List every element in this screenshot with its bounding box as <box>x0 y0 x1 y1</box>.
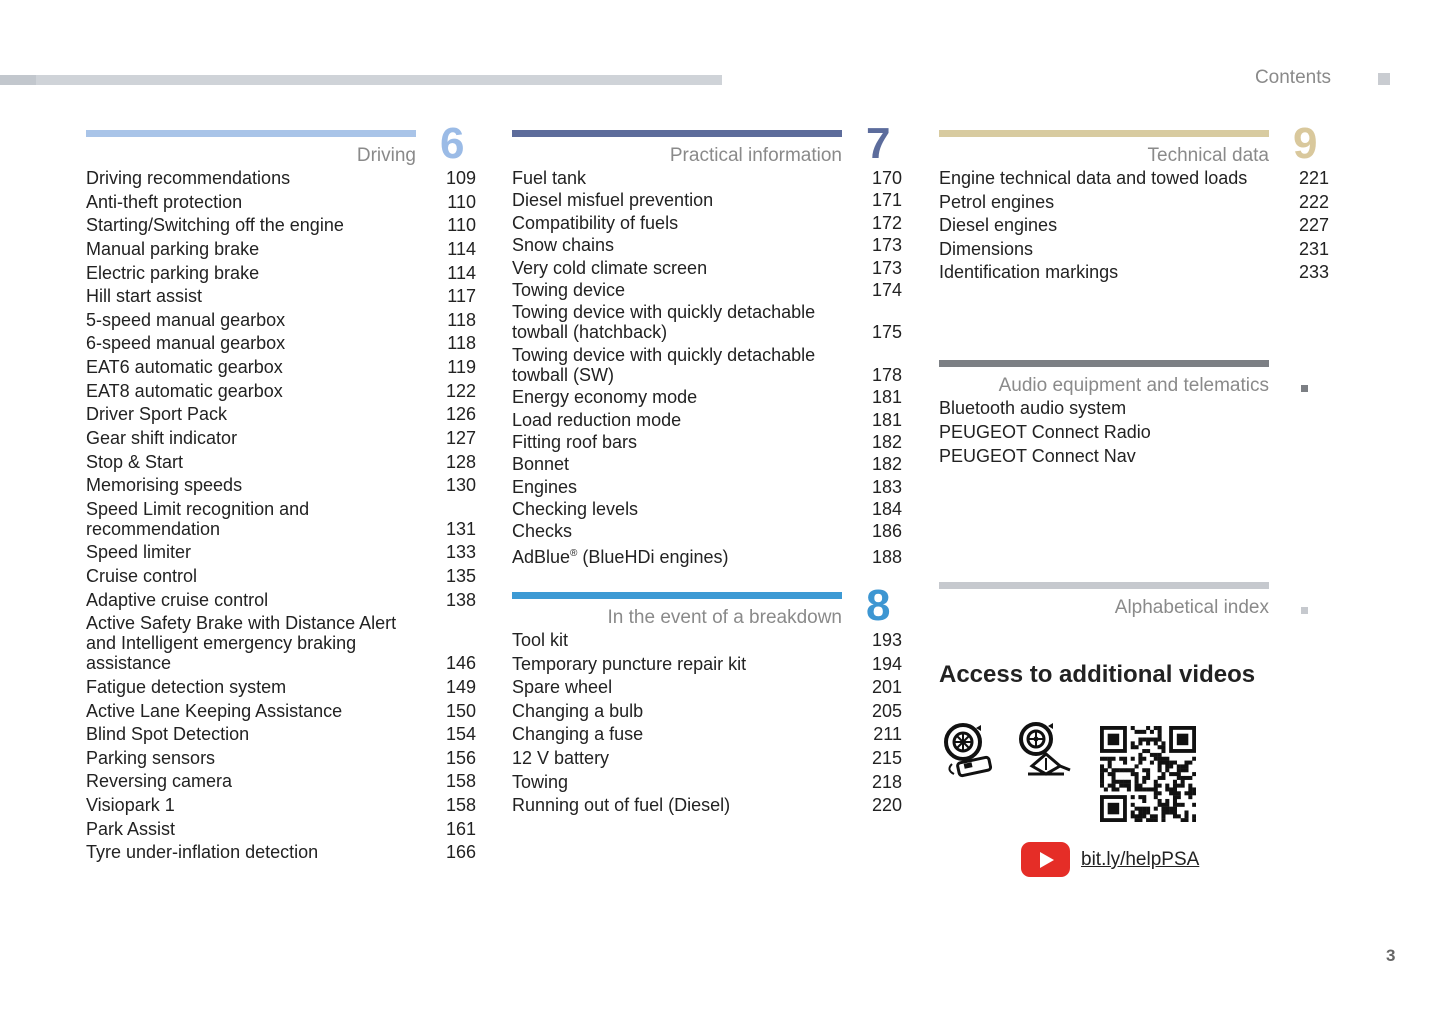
toc-entry[interactable] <box>86 499 476 539</box>
toc-entry-label: Gear shift indicator <box>86 427 238 448</box>
toc-entry-label: Starting/Switching off the engine <box>86 215 344 236</box>
toc-entry-label: Engines <box>512 476 578 497</box>
toc-entry[interactable] <box>86 381 476 401</box>
toc-entry-label: Tool kit <box>512 630 569 650</box>
toc-entry[interactable] <box>512 544 902 567</box>
toc-entry-label: Running out of fuel (Diesel) <box>512 795 731 816</box>
toc-entry-label: 6-speed manual gearbox <box>86 333 286 354</box>
toc-entry-label: Checks <box>512 521 573 542</box>
toc-entry-page: 181 <box>871 409 902 430</box>
toc-entry[interactable] <box>512 410 902 430</box>
toc-entry-label: Active Safety Brake with Distance Alert and Intelligent emergency braking assistance <box>86 613 397 674</box>
toc-entry[interactable] <box>939 168 1329 188</box>
toc-entry[interactable] <box>86 842 476 862</box>
toc-entry[interactable] <box>86 215 476 235</box>
toc-entry-page: 218 <box>871 771 902 792</box>
section-breakdown-bar <box>512 592 842 599</box>
toc-entry-label: Towing <box>512 771 569 792</box>
toc-entry[interactable] <box>512 477 902 497</box>
toc-entry[interactable] <box>86 428 476 448</box>
toc-entry[interactable] <box>512 387 902 407</box>
toc-entry-label: Blind Spot Detection <box>86 724 250 745</box>
toc-entry-page: 227 <box>1298 215 1329 235</box>
toc-entry-page: 131 <box>445 518 476 539</box>
section-technical-number: 9 <box>1293 119 1318 168</box>
toc-entry-label: PEUGEOT Connect Radio <box>939 422 1151 442</box>
toc-entry-page: 188 <box>871 546 902 567</box>
toc-entry-label: Towing device with quickly detachable towball (SW) <box>512 344 816 385</box>
toc-entry-page: 186 <box>871 521 902 542</box>
toc-entry-label: Compatibility of fuels <box>512 212 679 233</box>
toc-entry-label: Spare wheel <box>512 677 613 698</box>
toc-entry-label: Adaptive cruise control <box>86 589 269 610</box>
toc-entry-page: 215 <box>871 747 902 768</box>
toc-entry[interactable] <box>86 748 476 768</box>
header-title: Contents <box>1254 67 1331 88</box>
toc-entry[interactable] <box>512 432 902 452</box>
toc-entry[interactable] <box>86 192 476 212</box>
toc-entry[interactable] <box>512 772 902 792</box>
toc-entry[interactable] <box>512 168 902 188</box>
toc-entry-page: 146 <box>445 653 476 674</box>
toc-entry-page: 233 <box>1298 262 1329 282</box>
toc-entry-label: Changing a fuse <box>512 724 644 745</box>
toc-entry-page: 184 <box>871 499 902 520</box>
section-audio-marker <box>1301 385 1308 392</box>
toc-entry-label: Park Assist <box>86 818 176 839</box>
page-number: 3 <box>1386 946 1396 965</box>
toc-entry-page: 135 <box>445 566 476 586</box>
toc-entry-page: 126 <box>445 404 476 425</box>
section-driving-title: Driving <box>356 145 416 166</box>
header-marker <box>1378 73 1390 85</box>
toc-entry-label: Bluetooth audio system <box>939 398 1127 418</box>
toc-entry[interactable] <box>939 192 1329 212</box>
toc-entry-label: Diesel misfuel prevention <box>512 190 714 211</box>
section-index-marker <box>1301 607 1308 614</box>
toc-entry[interactable] <box>512 213 902 233</box>
toc-entry[interactable] <box>86 404 476 424</box>
toc-entry[interactable] <box>86 566 476 586</box>
toc-entry[interactable] <box>86 590 476 610</box>
toc-entry[interactable] <box>512 748 902 768</box>
toc-entry-label: Stop & Start <box>86 451 184 472</box>
toc-entry-page: 133 <box>445 542 476 563</box>
youtube-play-icon <box>1040 852 1054 868</box>
section-practical-bar <box>512 130 842 137</box>
toc-entry-page: 110 <box>447 191 476 212</box>
toc-entry[interactable] <box>939 262 1329 282</box>
toc-entry-label: Load reduction mode <box>512 409 682 430</box>
toc-entry[interactable] <box>512 724 902 744</box>
section-practical-number: 7 <box>866 119 891 168</box>
section-practical-entries <box>512 168 902 569</box>
toc-entry-page: 170 <box>871 168 902 188</box>
toc-entry-label: AdBlue® (BlueHDi engines) <box>512 546 729 567</box>
toc-entry-page: 173 <box>871 235 902 256</box>
toc-entry-label: Changing a bulb <box>512 700 644 721</box>
toc-entry-page: 119 <box>447 357 476 377</box>
section-breakdown-number: 8 <box>866 581 891 630</box>
toc-entry-page: 166 <box>445 842 476 863</box>
youtube-icon[interactable] <box>1021 842 1070 877</box>
toc-entry-page: 221 <box>1298 168 1329 188</box>
toc-entry-page: 150 <box>445 700 476 721</box>
toc-entry-page: 114 <box>447 238 476 259</box>
toc-entry-label: Memorising speeds <box>86 475 243 496</box>
toc-entry[interactable] <box>939 422 1329 442</box>
toc-entry-label: Towing device <box>512 279 626 300</box>
toc-entry[interactable] <box>512 258 902 278</box>
header-bar-stub <box>0 75 36 85</box>
toc-entry-label: Cruise control <box>86 566 198 586</box>
section-driving-bar <box>86 130 416 137</box>
toc-entry-page: 222 <box>1298 191 1329 212</box>
toc-entry[interactable] <box>86 771 476 791</box>
toc-entry-page: 172 <box>871 212 902 233</box>
section-technical-title: Technical data <box>1147 145 1269 166</box>
toc-entry-page: 201 <box>871 677 902 698</box>
toc-entry-page: 127 <box>445 427 476 448</box>
section-technical-entries <box>939 168 1329 286</box>
toc-entry-label: Very cold climate screen <box>512 257 708 278</box>
toc-entry[interactable] <box>86 286 476 306</box>
toc-entry-page: 183 <box>871 476 902 497</box>
toc-entry-page: 211 <box>873 724 902 745</box>
toc-entry-page: 118 <box>447 309 476 330</box>
toc-entry[interactable] <box>512 654 902 674</box>
toc-entry-page: 118 <box>447 333 476 354</box>
toc-entry-page: 138 <box>445 589 476 610</box>
toc-entry-page: 193 <box>871 630 902 650</box>
section-audio-bar <box>939 360 1269 367</box>
toc-entry[interactable] <box>86 239 476 259</box>
toc-entry-page: 149 <box>445 676 476 697</box>
section-breakdown-title: In the event of a breakdown <box>607 607 842 628</box>
toc-entry-label: Snow chains <box>512 235 615 256</box>
toc-entry-label: Diesel engines <box>939 215 1058 235</box>
toc-entry-label: Dimensions <box>939 238 1034 259</box>
toc-entry-label: Fitting roof bars <box>512 431 638 452</box>
toc-entry[interactable] <box>512 795 902 815</box>
toc-entry[interactable] <box>512 677 902 697</box>
toc-entry-label: Petrol engines <box>939 191 1055 212</box>
toc-entry-label: Active Lane Keeping Assistance <box>86 700 343 721</box>
toc-entry[interactable] <box>86 613 476 673</box>
toc-entry-page: 182 <box>871 431 902 452</box>
toc-entry[interactable] <box>939 215 1329 235</box>
toc-entry[interactable] <box>86 701 476 721</box>
toc-entry-label: Bonnet <box>512 454 570 475</box>
toc-entry[interactable] <box>86 452 476 472</box>
toc-entry[interactable] <box>512 190 902 210</box>
toc-entry-label: Manual parking brake <box>86 238 260 259</box>
toc-entry[interactable] <box>512 280 902 300</box>
toc-entry[interactable] <box>939 239 1329 259</box>
toc-entry[interactable] <box>86 724 476 744</box>
toc-entry-page: 158 <box>445 795 476 815</box>
toc-entry-label: PEUGEOT Connect Nav <box>939 446 1136 466</box>
toc-entry[interactable] <box>512 454 902 474</box>
section-technical-bar <box>939 130 1269 137</box>
toc-entry[interactable] <box>86 542 476 562</box>
toc-entry-page: 181 <box>871 387 902 408</box>
toc-entry-page: 231 <box>1298 238 1329 259</box>
toc-entry-page: 109 <box>445 168 476 188</box>
toc-entry-page: 130 <box>445 475 476 496</box>
wheel-jack-icon[interactable] <box>1016 722 1074 785</box>
toc-entry-label: Speed limiter <box>86 542 192 563</box>
section-practical-title: Practical information <box>669 145 842 166</box>
section-index-bar <box>939 582 1269 589</box>
toc-entry-label: Driving recommendations <box>86 168 291 188</box>
toc-entry-label: Temporary puncture repair kit <box>512 653 747 674</box>
toc-entry[interactable] <box>512 630 902 650</box>
toc-entry-label: Parking sensors <box>86 747 216 768</box>
toc-entry[interactable] <box>512 701 902 721</box>
toc-entry-label: Driver Sport Pack <box>86 404 228 425</box>
toc-entry-label: Speed Limit recognition and recommendation <box>86 498 310 539</box>
toc-entry-page: 173 <box>871 257 902 278</box>
toc-entry-label: Fuel tank <box>512 168 587 188</box>
toc-entry[interactable] <box>939 398 1329 418</box>
toc-entry-page: 114 <box>447 262 476 283</box>
help-videos-link[interactable]: bit.ly/helpPSA <box>1081 849 1200 870</box>
toc-entry-page: 128 <box>445 451 476 472</box>
qr-code-icon[interactable] <box>1100 726 1196 822</box>
toc-entry[interactable] <box>86 819 476 839</box>
tyre-repair-kit-icon[interactable] <box>942 722 994 785</box>
section-index-title: Alphabetical index <box>1114 597 1269 618</box>
toc-entry[interactable] <box>86 475 476 495</box>
toc-entry[interactable] <box>86 677 476 697</box>
toc-entry[interactable] <box>512 345 902 385</box>
toc-entry-label: EAT6 automatic gearbox <box>86 357 283 377</box>
toc-entry-label: Fatigue detection system <box>86 676 287 697</box>
toc-entry[interactable] <box>86 795 476 815</box>
section-driving-number: 6 <box>440 119 465 168</box>
toc-entry-page: 117 <box>447 286 476 307</box>
header-bar <box>0 75 722 85</box>
toc-entry-label: Towing device with quickly detachable towball (hatchback) <box>512 302 816 343</box>
toc-entry[interactable] <box>512 235 902 255</box>
section-audio-title: Audio equipment and telematics <box>998 375 1269 396</box>
toc-entry-label: Tyre under-inflation detection <box>86 842 319 863</box>
toc-entry-page: 158 <box>445 771 476 792</box>
toc-entry-label: 5-speed manual gearbox <box>86 309 286 330</box>
toc-entry-label: Electric parking brake <box>86 262 260 283</box>
toc-entry-label: Hill start assist <box>86 286 203 307</box>
toc-entry-page: 194 <box>871 653 902 674</box>
toc-entry-page: 175 <box>871 322 902 343</box>
toc-entry[interactable] <box>86 333 476 353</box>
toc-entry-page: 122 <box>445 380 476 401</box>
toc-entry-label: 12 V battery <box>512 747 610 768</box>
toc-entry-label: Checking levels <box>512 499 639 520</box>
toc-entry-page: 205 <box>871 700 902 721</box>
toc-entry[interactable] <box>86 310 476 330</box>
toc-entry-label: Identification markings <box>939 262 1119 282</box>
toc-entry-label: EAT8 automatic gearbox <box>86 380 283 401</box>
toc-entry[interactable] <box>86 357 476 377</box>
toc-entry-page: 220 <box>871 795 902 816</box>
toc-entry-label: Energy economy mode <box>512 387 698 408</box>
toc-entry-page: 110 <box>447 215 476 236</box>
toc-entry[interactable] <box>86 168 476 188</box>
toc-entry-label: Reversing camera <box>86 771 233 792</box>
toc-entry-label: Visiopark 1 <box>86 795 175 815</box>
section-breakdown-entries <box>512 630 902 819</box>
videos-title: Access to additional videos <box>939 661 1256 688</box>
toc-entry-page: 156 <box>445 747 476 768</box>
toc-entry-page: 171 <box>871 190 902 211</box>
section-driving-entries <box>86 168 476 866</box>
section-audio-entries <box>939 398 1329 470</box>
toc-entry[interactable] <box>939 446 1329 466</box>
toc-entry-page: 161 <box>445 818 476 839</box>
toc-entry[interactable] <box>512 521 902 541</box>
toc-entry-page: 182 <box>871 454 902 475</box>
toc-entry[interactable] <box>86 263 476 283</box>
toc-entry[interactable] <box>512 499 902 519</box>
toc-entry-label: Engine technical data and towed loads <box>939 168 1248 188</box>
toc-entry-label: Anti-theft protection <box>86 191 243 212</box>
toc-entry-page: 174 <box>871 279 902 300</box>
toc-entry-page: 178 <box>871 364 902 385</box>
toc-entry[interactable] <box>512 302 902 342</box>
toc-entry-page: 154 <box>445 724 476 745</box>
